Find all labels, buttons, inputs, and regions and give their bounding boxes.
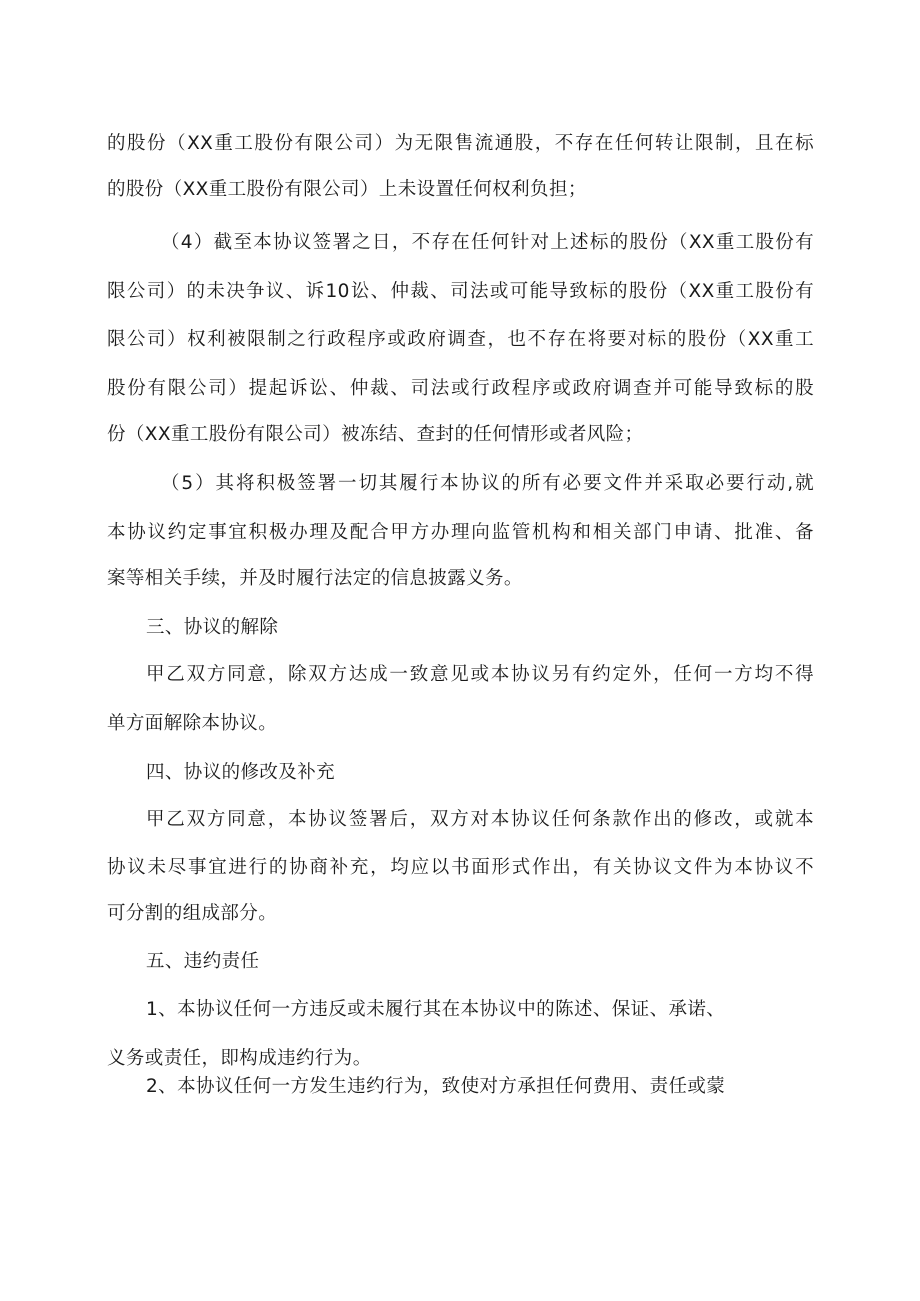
section-heading-termination: 三、协议的解除	[146, 617, 279, 638]
text-line-17: 可分割的组成部分。	[107, 903, 278, 924]
text-line-10: 案等相关手续，并及时履行法定的信息披露义务。	[107, 568, 523, 589]
text-line-20: 义务或责任，即构成违约行为。	[107, 1048, 372, 1069]
text-line-8: （5）其将积极签署一切其履行本协议的所有必要文件并采取必要行动,就	[161, 473, 814, 494]
text-line-13: 单方面解除本协议。	[107, 713, 278, 734]
text-line-7: 份（XX重工股份有限公司）被冻结、查封的任何情形或者风险；	[107, 424, 644, 445]
text-line-4: 限公司）的未决争议、诉10讼、仲裁、司法或可能导致标的股份（XX重工股份有	[107, 281, 814, 302]
text-line-12: 甲乙双方同意，除双方达成一致意见或本协议另有约定外，任何一方均不得	[146, 664, 814, 685]
text-line-21: 2、本协议任何一方发生违约行为，致使对方承担任何费用、责任或蒙	[146, 1076, 726, 1097]
text-line-6: 股份有限公司）提起诉讼、仲裁、司法或行政程序或政府调查并可能导致标的股	[107, 378, 814, 399]
section-heading-amendment: 四、协议的修改及补充	[146, 762, 336, 783]
text-line-9: 本协议约定事宜积极办理及配合甲方办理向监管机构和相关部门申请、批准、备	[107, 522, 814, 543]
text-line-5: 限公司）权利被限制之行政程序或政府调查，也不存在将要对标的股份（XX重工	[107, 329, 814, 350]
text-line-1: 的股份（XX重工股份有限公司）为无限售流通股，不存在任何转让限制，且在标	[107, 133, 814, 154]
text-line-3: （4）截至本协议签署之日，不存在任何针对上述标的股份（XX重工股份有	[161, 232, 814, 253]
text-line-16: 协议未尽事宜进行的协商补充，均应以书面形式作出，有关协议文件为本协议不	[107, 857, 814, 878]
text-line-15: 甲乙双方同意，本协议签署后，双方对本协议任何条款作出的修改，或就本	[146, 809, 814, 830]
section-heading-breach-liability: 五、违约责任	[146, 951, 260, 972]
text-line-19: 1、本协议任何一方违反或未履行其在本协议中的陈述、保证、承诺、	[146, 999, 726, 1020]
text-line-2: 的股份（XX重工股份有限公司）上未设置任何权利负担；	[107, 179, 587, 200]
